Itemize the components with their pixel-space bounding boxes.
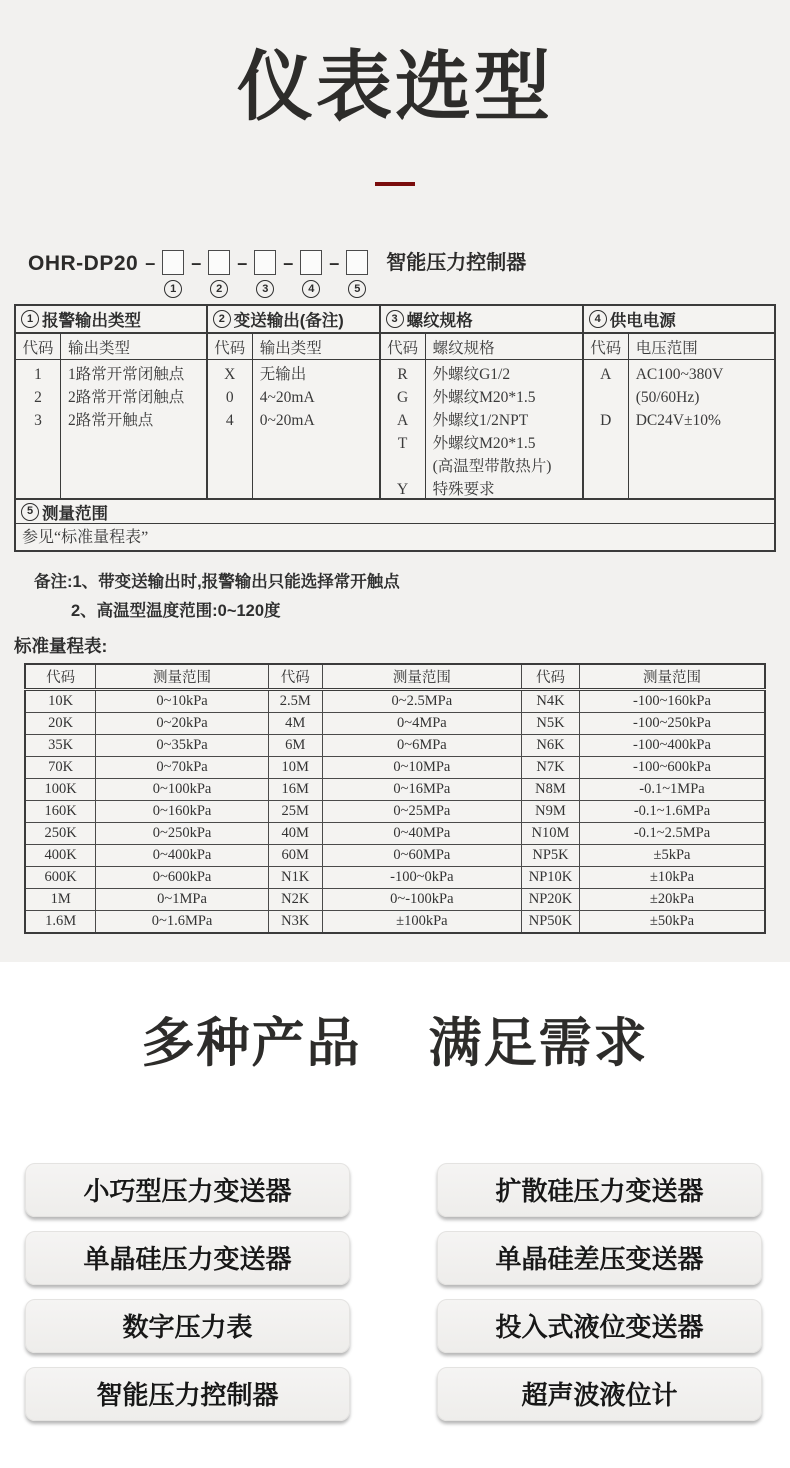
range-value-cell: -0.1~1.6MPa [579,801,765,823]
measuring-range-title: 测量范围 [42,504,108,523]
range-code-cell: NP10K [522,867,580,889]
model-dash: – [145,253,156,273]
option-code: 0 [225,389,234,406]
range-row [25,779,765,801]
group-number-badge: 1 [21,310,39,328]
range-code-cell: 20K [25,713,96,735]
selection-group-alarm-output [16,306,208,498]
option-value: 无输出 [259,366,307,383]
option-value: 2路常开触点 [68,412,154,429]
group-number-badge: 5 [21,503,39,521]
option-code: 1 [34,366,42,383]
code-column [16,360,61,498]
product-button[interactable]: 单晶硅压力变送器 [25,1231,350,1285]
range-value-cell: ±5kPa [579,845,765,867]
model-slot [162,250,184,298]
range-code-cell: 70K [25,757,96,779]
option-code: 4 [225,412,234,429]
range-value-cell: -100~600kPa [579,757,765,779]
option-code: A [600,366,612,383]
group-header [381,306,582,334]
value-column-header: 输出类型 [68,339,131,357]
option-code: G [396,389,409,406]
option-code: 2 [34,389,42,406]
range-row [25,757,765,779]
products-heading: 多种产品 满足需求 [141,1014,649,1073]
option-code [381,455,425,478]
option-code: R [397,366,408,383]
range-code-cell: NP20K [522,889,580,911]
position-number-badge: 4 [302,280,320,298]
range-code-cell: 25M [268,801,322,823]
model-slot [346,250,368,298]
group-title: 螺纹规格 [406,312,473,330]
model-prefix: OHR-DP20 [28,252,139,275]
code-column-header: 代码 [16,334,61,359]
code-column [381,360,426,498]
model-code-box [254,250,276,275]
code-column-header: 代码 [584,334,629,359]
range-value-cell: -0.1~2.5MPa [579,823,765,845]
range-code-cell: 1.6M [25,911,96,934]
range-column-header: 测量范围 [96,664,268,690]
group-title: 变送输出(备注) [233,312,344,330]
range-code-cell: 1M [25,889,96,911]
option-value: AC100~380V [635,366,724,383]
range-value-cell: ±100kPa [322,911,521,934]
range-code-cell: NP50K [522,911,580,934]
product-button[interactable]: 超声波液位计 [437,1367,762,1421]
option-value: (50/60Hz) [635,389,700,406]
range-code-cell: N10M [522,823,580,845]
range-code-cell: N6K [522,735,580,757]
group-title: 报警输出类型 [42,312,141,330]
option-value: 外螺纹M20*1.5 [432,435,536,452]
group-subheader [16,334,206,360]
option-code [584,386,628,409]
range-value-cell: 0~70kPa [96,757,268,779]
value-column-header: 螺纹规格 [432,339,495,357]
range-row [25,690,765,713]
option-code: A [396,412,409,429]
range-value-cell: ±50kPa [579,911,765,934]
range-column-header: 代码 [522,664,580,690]
remark-line-1: 备注:1、带变送输出时,报警输出只能选择常开触点 [34,573,400,591]
selection-group-thread-spec [381,306,584,498]
range-value-cell: -100~250kPa [579,713,765,735]
range-row [25,801,765,823]
product-button[interactable]: 数字压力表 [25,1299,350,1353]
product-button[interactable]: 小巧型压力变送器 [25,1163,350,1217]
code-column [208,360,253,498]
group-number-badge: 4 [589,310,607,328]
range-code-cell: 160K [25,801,96,823]
range-code-cell: 100K [25,779,96,801]
model-code-line [28,250,790,300]
range-row [25,889,765,911]
model-slot [300,250,322,298]
range-value-cell: 0~160kPa [96,801,268,823]
model-slot [254,250,276,298]
range-row [25,867,765,889]
option-value: 外螺纹1/2NPT [432,412,529,429]
group-header [584,306,774,334]
group-header [16,306,206,334]
range-code-cell: N2K [268,889,322,911]
option-code: T [397,435,408,452]
range-table-head [25,664,765,690]
option-value: (高温型带散热片) [432,458,552,475]
range-value-cell: -100~0kPa [322,867,521,889]
model-suffix: 智能压力控制器 [386,252,527,274]
remark-line-2: 2、高温型温度范围:0~120度 [71,602,281,620]
product-button[interactable]: 单晶硅差压变送器 [437,1231,762,1285]
range-table-body [25,690,765,934]
range-value-cell: 0~400kPa [96,845,268,867]
option-value: 4~20mA [259,389,315,406]
model-code-box [208,250,230,275]
range-value-cell: 0~10kPa [96,690,268,713]
range-value-cell: 0~25MPa [322,801,521,823]
range-code-cell: 40M [268,823,322,845]
product-button[interactable]: 智能压力控制器 [25,1367,350,1421]
range-value-cell: 0~2.5MPa [322,690,521,713]
range-value-cell: 0~250kPa [96,823,268,845]
group-number-badge: 3 [386,310,404,328]
range-value-cell: 0~4MPa [322,713,521,735]
option-value: 外螺纹M20*1.5 [432,389,536,406]
range-code-cell: 600K [25,867,96,889]
range-value-cell: 0~600kPa [96,867,268,889]
code-column-header: 代码 [208,334,253,359]
range-code-cell: NP5K [522,845,580,867]
range-row [25,713,765,735]
range-value-cell: 0~1.6MPa [96,911,268,934]
range-value-cell: 0~40MPa [322,823,521,845]
range-value-cell: -100~160kPa [579,690,765,713]
group-subheader [381,334,582,360]
range-code-cell: N5K [522,713,580,735]
value-column-header: 电压范围 [635,339,698,357]
range-value-cell: 0~100kPa [96,779,268,801]
code-column-header: 代码 [381,334,426,359]
range-code-cell: 16M [268,779,322,801]
position-number-badge: 2 [210,280,228,298]
range-column-header: 测量范围 [579,664,765,690]
option-value: 特殊要求 [432,481,495,498]
range-value-cell: 0~-100kPa [322,889,521,911]
selection-group-power-supply [584,306,774,498]
option-code: 3 [34,412,42,429]
measuring-range-row-value: 参见“标准量程表” [16,523,774,550]
model-code-box [346,250,368,275]
range-value-cell: 0~35kPa [96,735,268,757]
range-code-cell: 10K [25,690,96,713]
value-column [426,360,582,498]
remarks [34,568,790,626]
model-slot [208,250,230,298]
range-value-cell: 0~10MPa [322,757,521,779]
product-buttons [25,1163,790,1421]
selection-table [14,304,776,552]
range-value-cell: 0~16MPa [322,779,521,801]
group-header [208,306,379,334]
range-value-cell: 0~60MPa [322,845,521,867]
range-code-cell: 250K [25,823,96,845]
range-value-cell: ±10kPa [579,867,765,889]
range-code-cell: 60M [268,845,322,867]
range-code-cell: 10M [268,757,322,779]
range-row [25,911,765,934]
range-code-cell: N1K [268,867,322,889]
option-code: Y [396,481,409,498]
group-body [208,360,379,498]
option-value: DC24V±10% [635,412,721,429]
range-value-cell: -0.1~1MPa [579,779,765,801]
range-value-cell: -100~400kPa [579,735,765,757]
range-code-cell: 2.5M [268,690,322,713]
range-code-cell: N4K [522,690,580,713]
measuring-range-row-header [16,498,774,523]
range-code-cell: 6M [268,735,322,757]
model-dash: – [283,253,294,273]
product-button[interactable]: 扩散硅压力变送器 [437,1163,762,1217]
option-code: D [600,412,612,429]
range-code-cell: N3K [268,911,322,934]
range-column-header: 测量范围 [322,664,521,690]
group-subheader [208,334,379,360]
range-column-header: 代码 [268,664,322,690]
accent-divider [375,182,415,186]
option-code: X [224,366,236,383]
range-value-cell: ±20kPa [579,889,765,911]
range-code-cell: 400K [25,845,96,867]
group-subheader [584,334,774,360]
range-row [25,735,765,757]
page-title: 仪表选型 [237,45,553,130]
range-row [25,845,765,867]
range-code-cell: N8M [522,779,580,801]
group-number-badge: 2 [213,310,231,328]
value-column-header: 输出类型 [259,339,322,357]
range-row [25,823,765,845]
range-header-row [25,664,765,690]
range-value-cell: 0~6MPa [322,735,521,757]
range-code-cell: N7K [522,757,580,779]
products-section [0,962,790,1468]
model-code-box [162,250,184,275]
range-value-cell: 0~1MPa [96,889,268,911]
range-column-header: 代码 [25,664,96,690]
range-code-cell: 4M [268,713,322,735]
model-code-box [300,250,322,275]
range-code-cell: 35K [25,735,96,757]
value-column [253,360,379,498]
option-value: 1路常开常闭触点 [68,366,185,383]
code-column [584,360,629,498]
range-table-label: 标准量程表: [14,636,108,656]
model-dash: – [237,253,248,273]
option-value: 外螺纹G1/2 [432,366,511,383]
standard-range-table [24,663,766,934]
position-number-badge: 3 [256,280,274,298]
selection-group-transmit-output [208,306,381,498]
option-value: 0~20mA [259,412,315,429]
group-body [381,360,582,498]
product-button[interactable]: 投入式液位变送器 [437,1299,762,1353]
group-body [584,360,774,498]
group-title: 供电电源 [609,312,676,330]
model-slots [138,250,368,298]
position-number-badge: 5 [348,280,366,298]
group-body [16,360,206,498]
value-column [629,360,774,498]
range-value-cell: 0~20kPa [96,713,268,735]
value-column [61,360,206,498]
model-dash: – [329,253,340,273]
range-code-cell: N9M [522,801,580,823]
model-dash: – [191,253,202,273]
option-value: 2路常开常闭触点 [68,389,185,406]
position-number-badge: 1 [164,280,182,298]
